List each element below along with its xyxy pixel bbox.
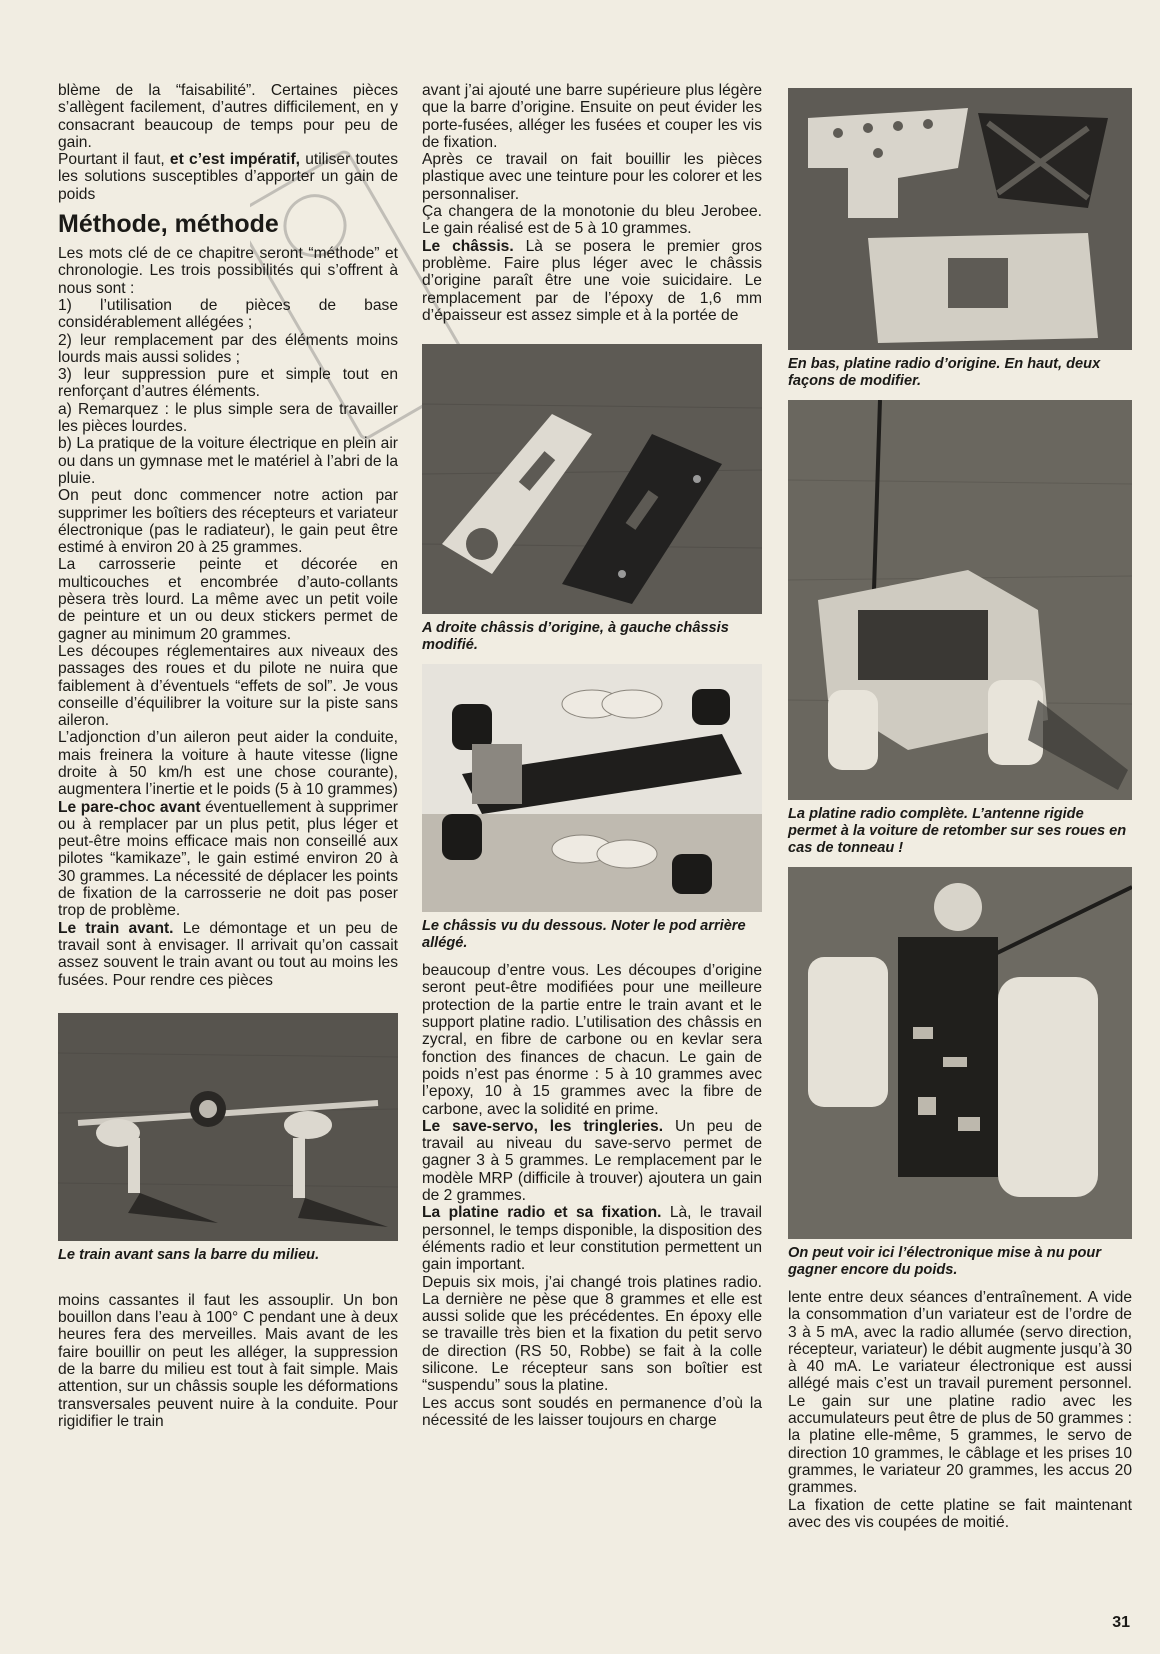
paragraph: L’adjonction d’un aileron peut aider la conduite, mais freinera la voiture à haute vitesse (ligne droite à 50 km/h est une chose courante), augmentera l’inertie et le poids (5 à 10 grammes) [58, 729, 398, 799]
paragraph: La platine radio et sa fixation. Là, le travail personnel, le temps disponible, la disposition des éléments radio et leur constitution permettent un gain important. [422, 1204, 762, 1274]
paragraph: Les découpes réglementaires aux niveaux des passages des roues et du pilote ne nuira que faiblement à d’éventuels “effets de sol”. Je vous conseille d’équilibrer la voiture sur la piste sans aileron. [58, 642, 398, 730]
paragraph: Depuis six mois, j’ai changé trois platines radio. La dernière ne pèse que 8 grammes et elle est aussi solide que les précédentes. En époxy elle se travaille très bien et la fixation du petit servo de direction (RS 50, Robbe) se fait à la colle silicone. Le récepteur sans son boîtier est “suspendu” sous la platine. [422, 1273, 762, 1395]
list-item: 3) leur suppression pure et simple tout en renforçant d’autres éléments. [58, 366, 398, 401]
photo-caption: La platine radio complète. L’antenne rigide permet à la voiture de retomber sur ses roues en cas de tonneau ! [788, 806, 1127, 856]
photo-chassis-comparison [422, 344, 762, 614]
paragraph: Les accus sont soudés en permanence d’où la nécessité de les laisser toujours en charge [422, 1394, 762, 1429]
paragraph: beaucoup d’entre vous. Les découpes d’origine seront peut-être modifiées pour une meilleure protection de la partie entre le train avant et le support platine radio. L’utilisation des châssis en zycral, en fibre de carbone ou en kevlar sera fonction des finances de chacun. Le gain de poids n’est pas énorme : 5 à 10 grammes avec l’epoxy, 10 à 15 grammes avec la fibre de carbone, avec la solidité en prime. [422, 962, 762, 1118]
chassis-underside-picture [422, 664, 762, 912]
column-3 [788, 88, 1132, 1531]
paragraph: La fixation de cette platine se fait maintenant avec des vis coupées de moitié. [788, 1496, 1132, 1531]
paragraph: avant j’ai ajouté une barre supérieure plus légère que la barre d’origine. Ensuite on peut évider les porte-fusées, alléger les fusées et couper les vis de fixation. [422, 82, 762, 151]
photo-chassis-underside [422, 664, 762, 912]
photo-caption: On peut voir ici l’électronique mise à nu pour gagner encore du poids. [788, 1245, 1102, 1278]
paragraph: Le save-servo, les tringleries. Un peu de travail au niveau du save-servo permet de gagner 3 à 5 grammes. Le remplacement par le modèle MRP (difficile à trouver) ajoutera un gain de 2 grammes. [422, 1117, 762, 1205]
photo-complete-radio-plate [788, 400, 1132, 800]
complete-radio-plate-picture [788, 400, 1132, 800]
paragraph: Le pare-choc avant éventuellement à supprimer ou à remplacer par un plus petit, plus léger et peut-être moins efficace mais non conseillé aux pilotes “kamikaze”, le gain estimé environ 20 à 30 grammes. La nécessité de déplacer les points de fixation de la carrosserie ne doit pas poser trop de problème. [58, 798, 398, 920]
column-2 [422, 82, 762, 1429]
paragraph: blème de la “faisabilité”. Certaines pièces s’allègent facilement, d’autres difficilement, en y consacrant beaucoup de temps pour peu de gain. [58, 82, 398, 151]
paragraph: Pourtant il faut, et c’est impératif, utiliser toutes les solutions susceptibles d’apporter un gain de poids [58, 151, 398, 203]
list-item: 1) l’utilisation de pièces de base considérablement allégées ; [58, 296, 398, 332]
paragraph: Après ce travail on fait bouillir les pièces plastique avec une teinture pour les colorer et les personnaliser. [422, 151, 762, 203]
paragraph: Le train avant. Le démontage et un peu de travail sont à envisager. Il arrivait qu’on cassait assez souvent le train avant ou tout au moins les fusées. Pour rendre ces pièces [58, 919, 398, 989]
chassis-comparison-picture [422, 344, 762, 614]
photo-exposed-electronics [788, 867, 1132, 1239]
paragraph: On peut donc commencer notre action par supprimer les boîtiers des récepteurs et variateur électronique (pas le radiateur), le gain peut être estimé à environ 20 à 25 grammes. [58, 487, 398, 557]
paragraph: Ça changera de la monotonie du bleu Jerobee. Le gain réalisé est de 5 à 10 grammes. [422, 203, 762, 238]
column-1 [58, 82, 398, 1430]
paragraph: lente entre deux séances d’entraînement. A vide la consommation d’un variateur est de l’ordre de 3 à 5 mA, avec la radio allumée (servo direction, récepteur, variateur) le débit augmente jusqu’à 30 à 40 mA. Le variateur électronique est aussi allégé mais c’est un travail purement personnel. Le gain sur une platine radio avec les accumulateurs peut être de plus de 50 grammes : la platine elle-même, 5 grammes, le servo de direction 10 grammes, le câblage et les prises 10 grammes, le variateur 20 grammes, les accus 20 grammes. [788, 1289, 1132, 1497]
page-number: 31 [1112, 1614, 1130, 1631]
paragraph: Les mots clé de ce chapitre seront “méthode” et chronologie. Les trois possibilités qui s’offrent à nous sont : [58, 245, 398, 297]
front-axle-picture [58, 1013, 398, 1241]
list-item: b) La pratique de la voiture électrique en plein air ou dans un gymnase met le matériel à l’abri de la pluie. [58, 435, 398, 487]
photo-caption: Le châssis vu du dessous. Noter le pod arrière allégé. [422, 918, 746, 952]
photo-caption: Le train avant sans la barre du milieu. [58, 1246, 320, 1263]
radio-plates-picture [788, 88, 1132, 350]
photo-front-axle [58, 1013, 398, 1241]
photo-caption: A droite châssis d’origine, à gauche châssis modifié. [422, 620, 729, 654]
photo-radio-plates [788, 88, 1132, 350]
section-heading: Méthode, méthode [58, 210, 279, 239]
paragraph: Le châssis. Là se posera le premier gros problème. Faire plus léger avec le châssis d’origine paraît être une voie suicidaire. Le remplacement par de l’époxy de 1,6 mm d’épaisseur est assez simple et à la portée de [422, 237, 762, 324]
paragraph: moins cassantes il faut les assouplir. Un bon bouillon dans l’eau à 100° C pendant une à deux heures fera des merveilles. Mais avant de les faire bouillir on peut les alléger, la suppression de la barre du milieu est tout à fait simple. Mais attention, sur un châssis souple les déformations transversales peuvent nuire à la conduite. Pour rigidifier le train [58, 1291, 398, 1430]
list-item: a) Remarquez : le plus simple sera de travailler les pièces lourdes. [58, 400, 398, 436]
paragraph: La carrosserie peinte et décorée en multicouches et encombrée d’auto-collants pèsera très lourd. La même avec un petit voile de peinture et un ou deux stickers permet de gagner au minimum 20 grammes. [58, 556, 398, 643]
photo-caption: En bas, platine radio d’origine. En haut, deux façons de modifier. [788, 356, 1101, 389]
exposed-electronics-picture [788, 867, 1132, 1239]
list-item: 2) leur remplacement par des éléments moins lourds mais aussi solides ; [58, 331, 398, 366]
